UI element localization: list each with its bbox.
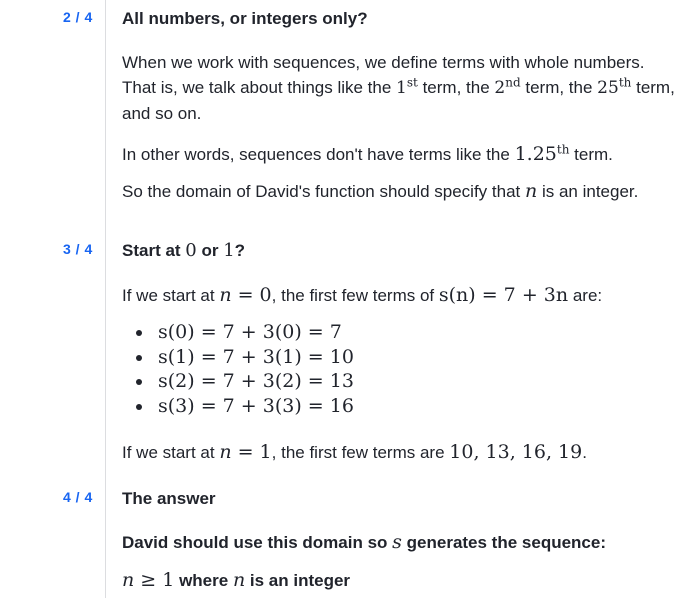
list-item: s(0) = 7 + 3(0) = 7 xyxy=(136,320,682,345)
step-4-content xyxy=(122,486,682,593)
step-2-paragraph-1: When we work with sequences, we define terms with whole numbers. That is, we talk about things like the 1st term, the 2nd term, the 25th term, and so on. xyxy=(122,53,675,123)
step-number-3: 3 / 4 xyxy=(63,241,93,257)
step-number-4: 4 / 4 xyxy=(63,489,93,505)
terms-list xyxy=(122,320,682,418)
step-2-paragraph-3: So the domain of David's function should specify that n is an integer. xyxy=(122,180,639,202)
step-4-paragraph-1: David should use this domain so s generates the sequence: xyxy=(122,531,606,553)
step-2-content xyxy=(122,6,682,204)
list-item: s(2) = 7 + 3(2) = 13 xyxy=(136,369,682,394)
answer-line: n ≥ 1 where n is an integer xyxy=(122,569,351,591)
step-rail xyxy=(105,0,106,598)
step-2-title: All numbers, or integers only? xyxy=(122,9,368,28)
step-number-2: 2 / 4 xyxy=(63,9,93,25)
step-3-paragraph-1: If we start at n = 0, the first few terms of s(n) = 7 + 3n are: xyxy=(122,284,603,306)
step-3-title: Start at 0 or 1? xyxy=(122,240,246,261)
step-3-content xyxy=(122,238,682,465)
step-2-paragraph-2: In other words, sequences don't have terms like the 1.25th term. xyxy=(122,142,613,165)
list-item: s(3) = 7 + 3(3) = 16 xyxy=(136,394,682,419)
step-4-title: The answer xyxy=(122,489,216,508)
step-3-paragraph-2: If we start at n = 1, the first few terms are 10, 13, 16, 19. xyxy=(122,441,587,463)
list-item: s(1) = 7 + 3(1) = 10 xyxy=(136,345,682,370)
